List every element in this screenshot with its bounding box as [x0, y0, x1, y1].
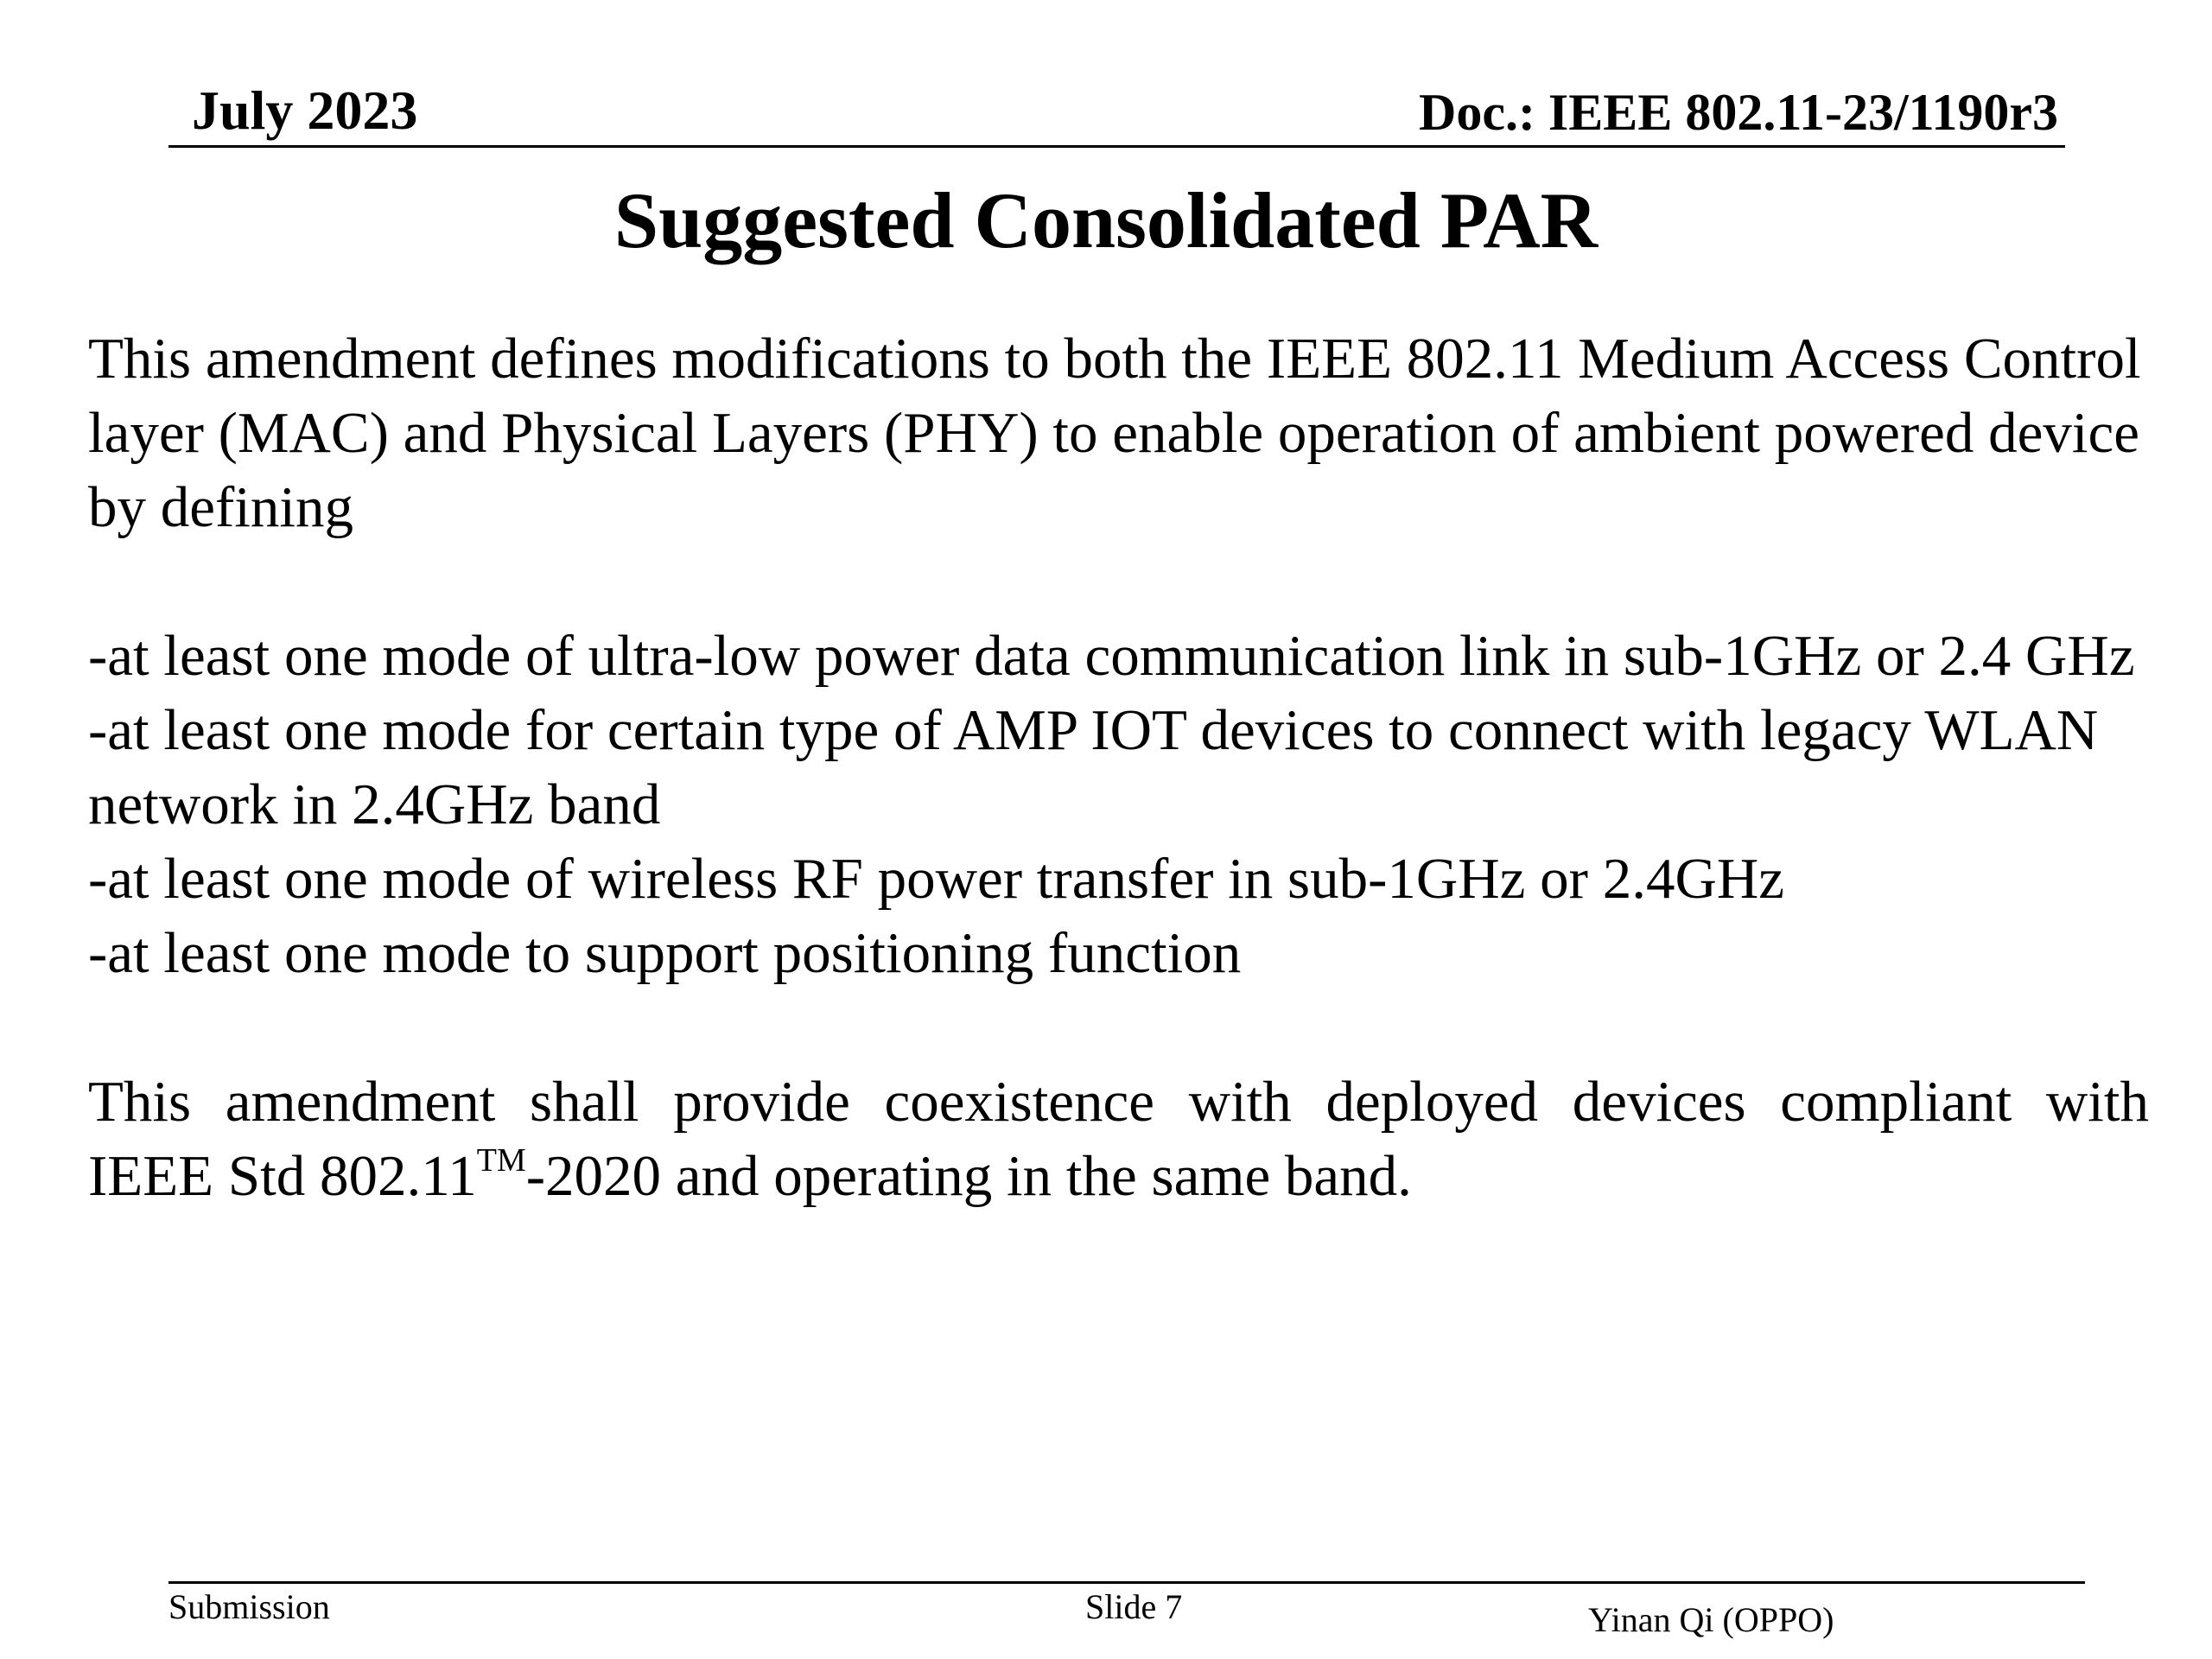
header-date: July 2023 [192, 79, 418, 141]
closing-text-pre: IEEE Std 802.11 [88, 1144, 477, 1208]
header-divider [168, 145, 2065, 148]
slide-body [88, 321, 2149, 1213]
closing-paragraph-line-2 [88, 1139, 2149, 1213]
list-item: -at least one mode for certain type of AMP IOT devices to connect with legacy WLAN network in 2.4GHz band [88, 698, 2099, 836]
footer-author: Yinan Qi (OPPO) [1588, 1600, 1834, 1639]
paragraph-gap [88, 990, 2149, 1065]
closing-text-post: -2020 and operating in the same band. [525, 1144, 1412, 1208]
footer-submission: Submission [168, 1587, 330, 1626]
list-item: -at least one mode of ultra-low power data communication link in sub-1GHz or 2.4 GHz [88, 624, 2135, 688]
footer-divider [168, 1581, 2085, 1584]
list-item: -at least one mode of wireless RF power transfer in sub-1GHz or 2.4GHz [88, 847, 1784, 911]
list-item: -at least one mode to support positioning function [88, 921, 1242, 985]
paragraph-gap [88, 544, 2149, 619]
intro-paragraph: This amendment defines modifications to both the IEEE 802.11 Medium Access Control layer (MAC) and Physical Layers (PHY) to enable operation of ambient powered device by defining [88, 327, 2141, 539]
closing-paragraph-line-1: This amendment shall provide coexistence with deployed devices compliant with [88, 1070, 2149, 1134]
header-doc-number: Doc.: IEEE 802.11-23/1190r3 [1418, 84, 2058, 141]
slide-title: Suggested Consolidated PAR [613, 176, 1599, 264]
footer-slide-number: Slide 7 [1085, 1587, 1183, 1626]
trademark-symbol: TM [476, 1142, 526, 1179]
